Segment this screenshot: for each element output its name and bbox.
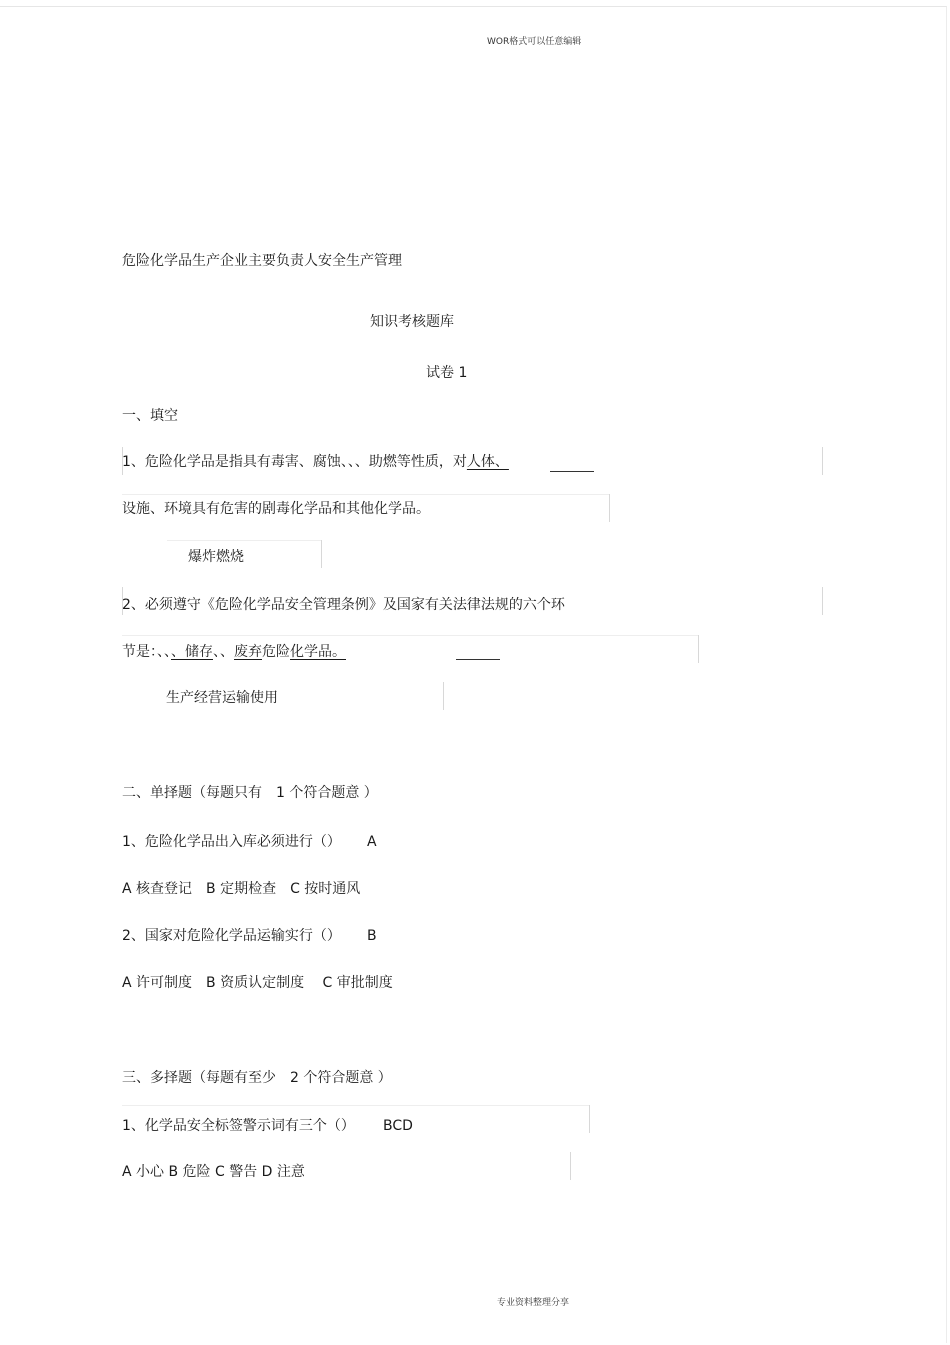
s1-q1-line2: 设施、环境具有危害的剧毒化学品和其他化学品。 [122,501,430,517]
s2-q2-answer: B [367,928,377,944]
table-rule [122,1105,590,1106]
s1-q2-part-c: 、、 [213,644,234,660]
s1-q1-underlined: 人体、 [466,454,509,470]
s2-q1-options: A 核查登记 B 定期检查 C 按时通风 [122,881,361,897]
s1-q2-line2 [122,643,346,661]
s2-q2-text: 2、国家对危险化学品运输实行（） [122,928,341,944]
s2-q1-text: 1、危险化学品出入库必须进行（） [122,834,341,850]
fill-blank [456,659,500,660]
table-rule [698,635,699,663]
section1-heading: 一、填空 [122,408,178,424]
s1-q2-line1: 2、必须遵守《危险化学品安全管理条例》及国家有关法律法规的六个环 [122,597,565,613]
paper-label: 试卷 1 [426,365,468,381]
s1-q2-answer: 生产经营运输使用 [166,690,278,706]
section2-heading: 二、单择题（每题只有 1 个符合题意 ） [122,785,378,801]
fill-blank [550,471,594,472]
table-rule [443,682,444,710]
s3-q1-answer: BCD [383,1118,413,1134]
s3-q1-text: 1、化学品安全标签警示词有三个（） [122,1118,355,1134]
page-border [0,6,947,1343]
doc-subtitle: 知识考核题库 [370,314,454,330]
s1-q2-part-f: 化学品。 [290,644,346,660]
footer-text: 专业资料整理分享 [497,1298,570,1308]
s1-q2-part-a: 节是：、、 [122,644,171,660]
s1-q1-answer: 爆炸燃烧 [188,549,244,565]
doc-title: 危险化学品生产企业主要负责人安全生产管理 [122,253,402,269]
s1-q2-part-e: 危险 [262,644,290,660]
table-rule [822,587,823,615]
table-rule [822,447,823,475]
table-rule [167,540,321,541]
s3-q1-options: A 小心 B 危险 C 警告 D 注意 [122,1164,305,1180]
table-rule [122,494,610,495]
header-watermark: WOR格式可以任意编辑 [487,37,582,47]
s1-q1-line1 [122,453,509,471]
s1-q2-part-b: 、储存 [171,644,213,660]
s1-q1-text: 1、危险化学品是指具有毒害、腐蚀、、、助燃等性质，对 [122,454,467,470]
table-rule [122,635,698,636]
table-rule [570,1152,571,1180]
table-rule [589,1105,590,1133]
table-rule [609,494,610,522]
s2-q2-options: A 许可制度 B 资质认定制度 C 审批制度 [122,975,393,991]
section3-heading: 三、多择题（每题有至少 2 个符合题意 ） [122,1070,392,1086]
table-rule [321,540,322,568]
s2-q1-answer: A [367,834,377,850]
s1-q2-part-d: 废弃 [234,644,262,660]
